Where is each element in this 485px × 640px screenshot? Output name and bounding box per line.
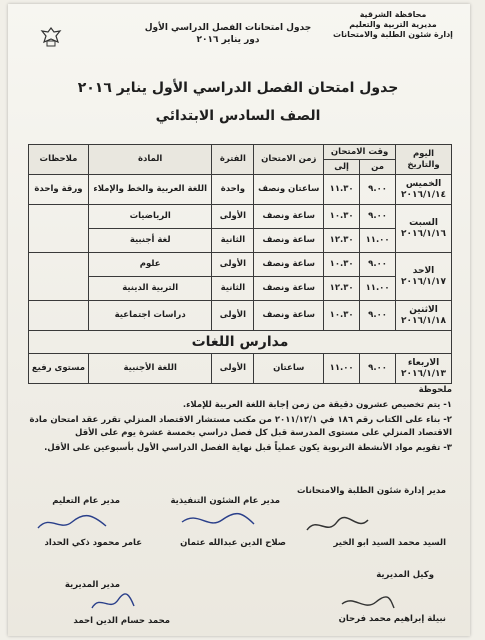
day-cell: السبت ٢٠١٦/١/١٦ bbox=[396, 205, 452, 253]
subject: لغة أجنبية bbox=[88, 229, 212, 253]
day-cell: الاحد ٢٠١٦/١/١٧ bbox=[396, 253, 452, 301]
signature-scribble-icon bbox=[302, 512, 372, 538]
subject: التربية الدينية bbox=[88, 277, 212, 301]
period: الأولى bbox=[212, 301, 254, 331]
day-cell: الخميس ٢٠١٦/١/١٤ bbox=[396, 175, 452, 205]
table-header-row bbox=[29, 145, 452, 160]
duration: ساعة ونصف bbox=[254, 205, 324, 229]
time-from: ١١.٠٠ bbox=[360, 277, 396, 301]
col-period: الفترة bbox=[212, 145, 254, 175]
duration: ساعة ونصف bbox=[254, 253, 324, 277]
time-from: ٩.٠٠ bbox=[360, 205, 396, 229]
col-subject: المادة bbox=[88, 145, 212, 175]
duration: ساعة ونصف bbox=[254, 229, 324, 253]
signature-scribble-icon bbox=[32, 508, 112, 536]
time-from: ٩.٠٠ bbox=[360, 354, 396, 384]
subject: اللغة العربية والخط والإملاء bbox=[88, 175, 212, 205]
edu-director-title: مدير عام التعليم bbox=[52, 496, 120, 506]
time-to: ١٢.٣٠ bbox=[324, 277, 360, 301]
notes-cell bbox=[29, 205, 89, 253]
subject: الرياضيات bbox=[88, 205, 212, 229]
time-from: ١١.٠٠ bbox=[360, 229, 396, 253]
directorate-title: مدير المديرية bbox=[64, 580, 120, 590]
signature-scribble-icon bbox=[88, 590, 138, 616]
table-row bbox=[29, 175, 452, 205]
notes-cell: مستوى رفيع bbox=[29, 354, 89, 384]
table-row bbox=[29, 229, 452, 253]
exams-director-title: مدير إدارة شئون الطلبة والامتحانات bbox=[297, 486, 446, 496]
time-to: ١٢.٣٠ bbox=[324, 229, 360, 253]
subject: دراسات اجتماعية bbox=[88, 301, 212, 331]
period: الأولى bbox=[212, 354, 254, 384]
time-from: ٩.٠٠ bbox=[360, 175, 396, 205]
note-item: ٣- تقويم مواد الأنشطة التربوية يكون عملياً قبل نهاية الفصل الدراسي الأول بأسبوعين على الأقل. bbox=[44, 443, 452, 453]
duration: ساعتان ونصف bbox=[254, 175, 324, 205]
col-time: وقت الامتحان bbox=[324, 145, 396, 160]
exams-director-name: السيد محمد السيد ابو الخير bbox=[333, 538, 446, 548]
exec-director-title: مدير عام الشئون التنفيذية bbox=[170, 496, 280, 506]
time-to: ١١.٠٠ bbox=[324, 354, 360, 384]
note-item: ١- يتم تخصيص عشرون دقيقة من زمن إجابة اللغة العربية للإملاء. bbox=[182, 400, 452, 410]
table-row bbox=[29, 354, 452, 384]
notes-label: ملحوظة bbox=[418, 385, 452, 395]
time-from: ٩.٠٠ bbox=[360, 253, 396, 277]
day-cell: الاربعاء ٢٠١٦/١/١٣ bbox=[396, 354, 452, 384]
subject: اللغة الأجنبية bbox=[88, 354, 212, 384]
period: الأولى bbox=[212, 205, 254, 229]
gov-line: إدارة شئون الطلبة والامتحانات bbox=[333, 30, 453, 39]
time-to: ١١.٣٠ bbox=[324, 175, 360, 205]
gov-line: مديرية التربية والتعليم bbox=[349, 20, 437, 29]
governorate-header bbox=[328, 10, 458, 40]
directorate-name: محمد حسام الدين احمد bbox=[73, 616, 170, 626]
time-from: ٩.٠٠ bbox=[360, 301, 396, 331]
exec-director-name: صلاح الدين عبدالله عثمان bbox=[180, 538, 286, 548]
time-to: ١٠.٣٠ bbox=[324, 301, 360, 331]
table-row bbox=[29, 277, 452, 301]
duration: ساعة ونصف bbox=[254, 301, 324, 331]
col-notes: ملاحظات bbox=[29, 145, 89, 175]
time-to: ١٠.٣٠ bbox=[324, 205, 360, 229]
period: الثانية bbox=[212, 229, 254, 253]
note-item: ٢- بناء على الكتاب رقم ١٨٦ في ٢٠١١/١٢/١ من مكتب مستشار الاقتصاد المنزلي تقرر عقد امتحان مادة الاقتصاد المنزلي على مستوى المدرسة قبل كل فصل دراسي بخمسة عشرة يوم على الأقل bbox=[29, 415, 452, 438]
notes-cell: ورقة واحدة bbox=[29, 175, 89, 205]
subject: علوم bbox=[88, 253, 212, 277]
notes-section bbox=[22, 384, 452, 457]
period: واحدة bbox=[212, 175, 254, 205]
signature-scribble-icon bbox=[338, 590, 398, 616]
gov-line: محافظة الشرقية bbox=[359, 10, 427, 19]
period: الأولى bbox=[212, 253, 254, 277]
deputy-name: نبيلة إبراهيم محمد فرحان bbox=[338, 614, 446, 624]
notes-cell bbox=[29, 253, 89, 301]
signature-scribble-icon bbox=[178, 508, 258, 534]
center-line: دور يناير ٢٠١٦ bbox=[196, 35, 260, 45]
notes-cell bbox=[29, 301, 89, 331]
schedule-table bbox=[28, 144, 452, 384]
grade-subtitle: الصف السادس الابتدائي bbox=[155, 108, 321, 124]
deputy-title: وكيل المديرية bbox=[376, 570, 434, 580]
col-to: إلى bbox=[324, 160, 360, 175]
col-duration: زمن الامتحان bbox=[254, 145, 324, 175]
center-line: جدول امتحانات الفصل الدراسي الأول bbox=[144, 23, 312, 33]
col-day: اليوم والتاريخ bbox=[396, 145, 452, 175]
eagle-emblem-icon bbox=[38, 26, 64, 48]
table-row bbox=[29, 301, 452, 331]
table-row bbox=[29, 253, 452, 277]
day-cell: الاثنين ٢٠١٦/١/١٨ bbox=[396, 301, 452, 331]
col-from: من bbox=[360, 160, 396, 175]
page-title: جدول امتحان الفصل الدراسي الأول يناير ٢٠١٦ bbox=[77, 80, 399, 96]
duration: ساعة ونصف bbox=[254, 277, 324, 301]
duration: ساعتان bbox=[254, 354, 324, 384]
table-row bbox=[29, 205, 452, 229]
period: الثانية bbox=[212, 277, 254, 301]
exam-schedule-sheet bbox=[8, 4, 470, 636]
time-to: ١٠.٣٠ bbox=[324, 253, 360, 277]
section-row bbox=[29, 331, 452, 354]
center-header bbox=[128, 22, 328, 46]
section-title: مدارس اللغات bbox=[29, 331, 452, 354]
edu-director-name: عامر محمود ذكي الحداد bbox=[44, 538, 142, 548]
